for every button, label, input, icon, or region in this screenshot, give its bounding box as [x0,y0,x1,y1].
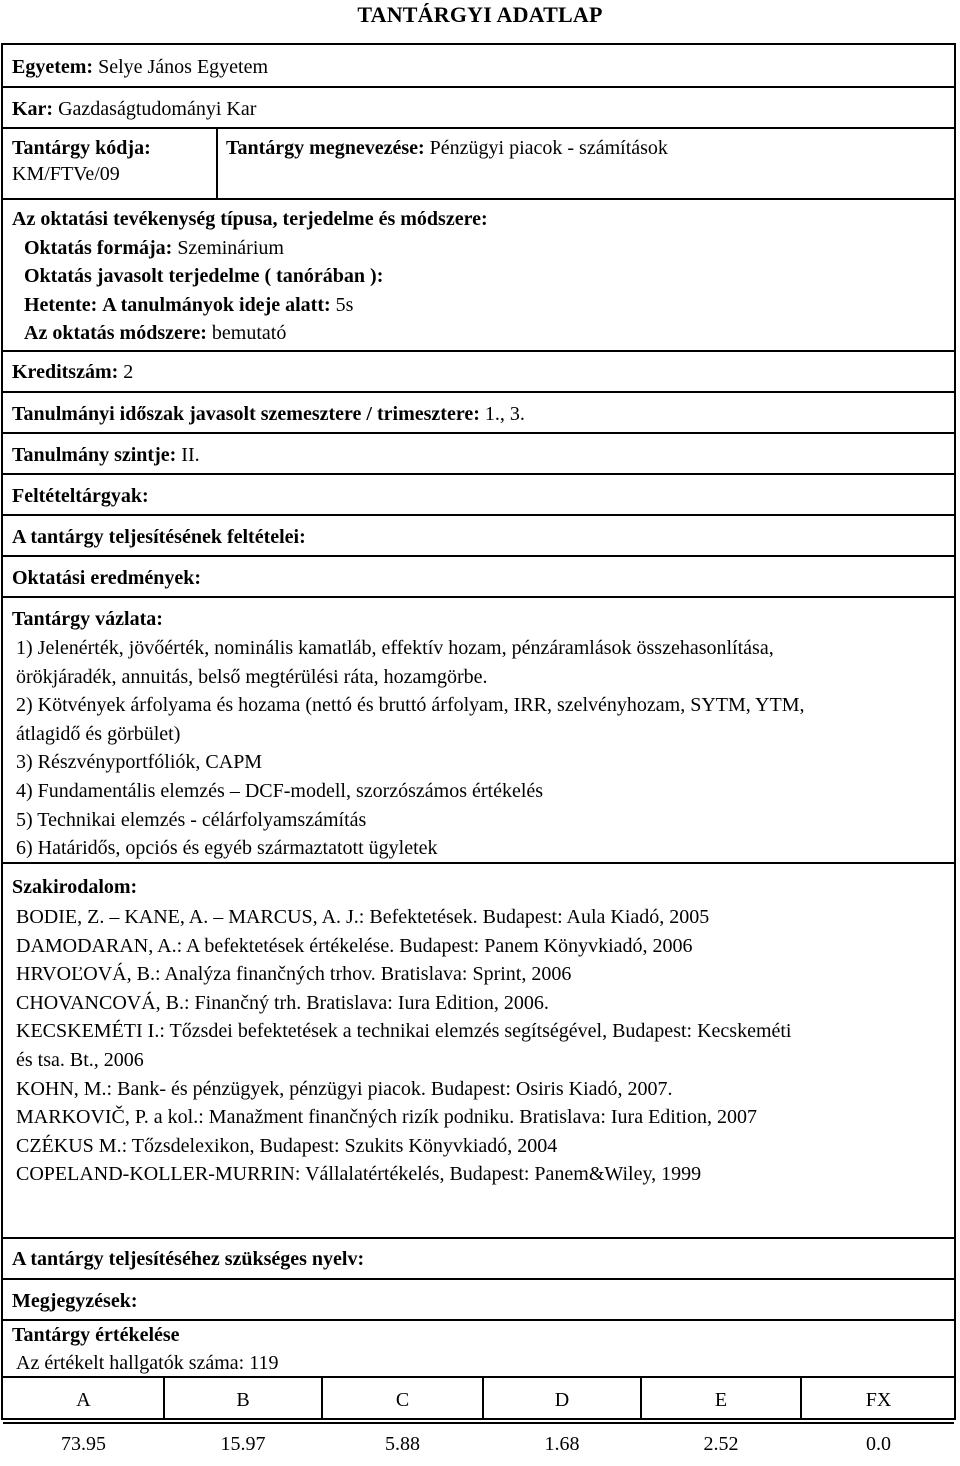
literature-list [16,903,792,1189]
outline-line: átlagidő és görbület) [16,722,181,745]
outline-line: örökjáradék, annuitás, belső megtérülési ráta, hozamgörbe. [16,665,488,688]
literature-line: CZÉKUS M.: Tőzsdelexikon, Budapest: Szukits Könyvkiadó, 2004 [16,1134,558,1157]
prerequisites-row [3,475,954,516]
level-row [3,434,954,475]
outcomes-label: Oktatási eredmények: [12,567,202,589]
grade-letter: D [554,1389,570,1411]
teaching-method-label: Az oktatás módszere: [24,322,207,344]
evaluated-students-count: Az értékelt hallgatók száma: 119 [16,1352,279,1374]
grade-percentages-row [3,1422,954,1466]
literature-line: és tsa. Bt., 2006 [16,1048,144,1071]
grade-letter: FX [865,1389,892,1411]
faculty-value: Gazdaságtudományi Kar [58,98,257,120]
level-value: II. [181,444,200,466]
literature-row [3,864,954,1239]
literature-line: DAMODARAN, A.: A befektetések értékelése. Budapest: Panem Könyvkiadó, 2006 [16,934,693,957]
faculty-row [3,88,954,129]
teaching-form-value: Szeminárium [177,237,284,259]
course-code-value: KM/FTVe/09 [12,163,120,185]
evaluation-header-row [3,1321,954,1378]
course-name-label: Tantárgy megnevezése: [226,137,425,159]
semester-label: Tanulmányi időszak javasolt szemesztere / trimesztere: [12,403,480,425]
teaching-row [3,200,954,352]
prerequisites-label: Feltételtárgyak: [12,485,149,507]
grade-letter: C [395,1389,410,1411]
grade-percentage: 1.68 [544,1433,580,1455]
literature-line: COPELAND-KOLLER-MURRIN: Vállalatértékelés, Budapest: Panem&Wiley, 1999 [16,1163,702,1186]
evaluation-label: Tantárgy értékelése [12,1324,180,1346]
outline-list [16,634,805,863]
grade-letter: A [76,1389,91,1411]
document-title: TANTÁRGYI ADATLAP [357,2,603,27]
teaching-period-label: A tanulmányok ideje alatt: [102,294,331,316]
notes-row [3,1280,954,1321]
teaching-form-label: Oktatás formája: [24,237,173,259]
notes-label: Megjegyzések: [12,1290,138,1312]
course-id-divider [216,129,218,198]
course-code-label: Tantárgy kódja: [12,137,151,159]
credits-value: 2 [123,361,134,383]
teaching-scope-label: Oktatás javasolt terjedelme ( tanórában ): [24,265,384,287]
outline-line: 4) Fundamentális elemzés – DCF-modell, szorzószámos értékelés [16,779,544,802]
outline-line: 2) Kötvények árfolyama és hozama (nettó és bruttó árfolyam, IRR, szelvényhozam, SYTM, YTM, [16,694,805,717]
semester-value: 1., 3. [484,403,525,425]
teaching-method-value: bemutató [211,322,287,344]
university-row [3,45,954,88]
grade-percentage: 0.0 [866,1433,891,1455]
outline-line: 5) Technikai elemzés - célárfolyamszámítás [16,808,367,831]
grade-table-divider [640,1378,642,1420]
teaching-heading: Az oktatási tevékenység típusa, terjedelme és módszere: [12,208,488,230]
grade-percentage: 15.97 [220,1433,266,1455]
course-sheet [1,43,956,1455]
outline-line: 6) Határidős, opciós és egyéb származtatott ügyletek [16,837,438,860]
grade-letters-row [3,1378,954,1424]
outcomes-row [3,557,954,598]
completion-row [3,516,954,557]
grade-percentage: 73.95 [61,1433,106,1455]
grade-table-divider [163,1378,165,1420]
grade-table-divider [800,1378,802,1420]
semester-row [3,393,954,434]
language-label: A tantárgy teljesítéséhez szükséges nyelv: [12,1248,365,1270]
outline-line: 3) Részvényportfóliók, CAPM [16,751,263,774]
teaching-weekly-label: Hetente: [24,294,98,316]
university-value: Selye János Egyetem [98,56,269,78]
outline-label: Tantárgy vázlata: [12,608,163,630]
university-label: Egyetem: [12,56,94,78]
completion-label: A tantárgy teljesítésének feltételei: [12,526,306,548]
credits-label: Kreditszám: [12,361,119,383]
literature-line: KECSKEMÉTI I.: Tőzsdei befektetések a technikai elemzés segítségével, Budapest: Kecskeméti [16,1020,792,1043]
language-row [3,1239,954,1280]
credits-row [3,352,954,393]
grade-percentage: 5.88 [385,1433,420,1455]
grade-letter: E [714,1389,728,1411]
teaching-period-value: 5s [335,294,354,316]
grade-table-divider [482,1378,484,1420]
literature-line: CHOVANCOVÁ, B.: Finančný trh. Bratislava: Iura Edition, 2006. [16,991,549,1014]
literature-line: KOHN, M.: Bank- és pénzügyek, pénzügyi piacok. Budapest: Osiris Kiadó, 2007. [16,1077,673,1100]
literature-line: HRVOĽOVÁ, B.: Analýza finančných trhov. Bratislava: Sprint, 2006 [16,963,572,986]
faculty-label: Kar: [12,98,54,120]
literature-label: Szakirodalom: [12,876,138,898]
course-id-row [3,129,954,200]
grade-percentage: 2.52 [703,1433,739,1455]
literature-line: BODIE, Z. – KANE, A. – MARCUS, A. J.: Befektetések. Budapest: Aula Kiadó, 2005 [16,906,710,928]
level-label: Tanulmány szintje: [12,444,177,466]
grade-table-divider [321,1378,323,1420]
grade-letter: B [236,1389,250,1411]
literature-line: MARKOVIČ, P. a kol.: Manažment finančných rizík podniku. Bratislava: Iura Edition, 2007 [16,1106,757,1129]
outline-line: 1) Jelenérték, jövőérték, nominális kamatláb, effektív hozam, pénzáramlások összehasonlítása, [16,637,774,659]
course-name-value: Pénzügyi piacok - számítások [429,137,668,159]
outline-row [3,598,954,864]
